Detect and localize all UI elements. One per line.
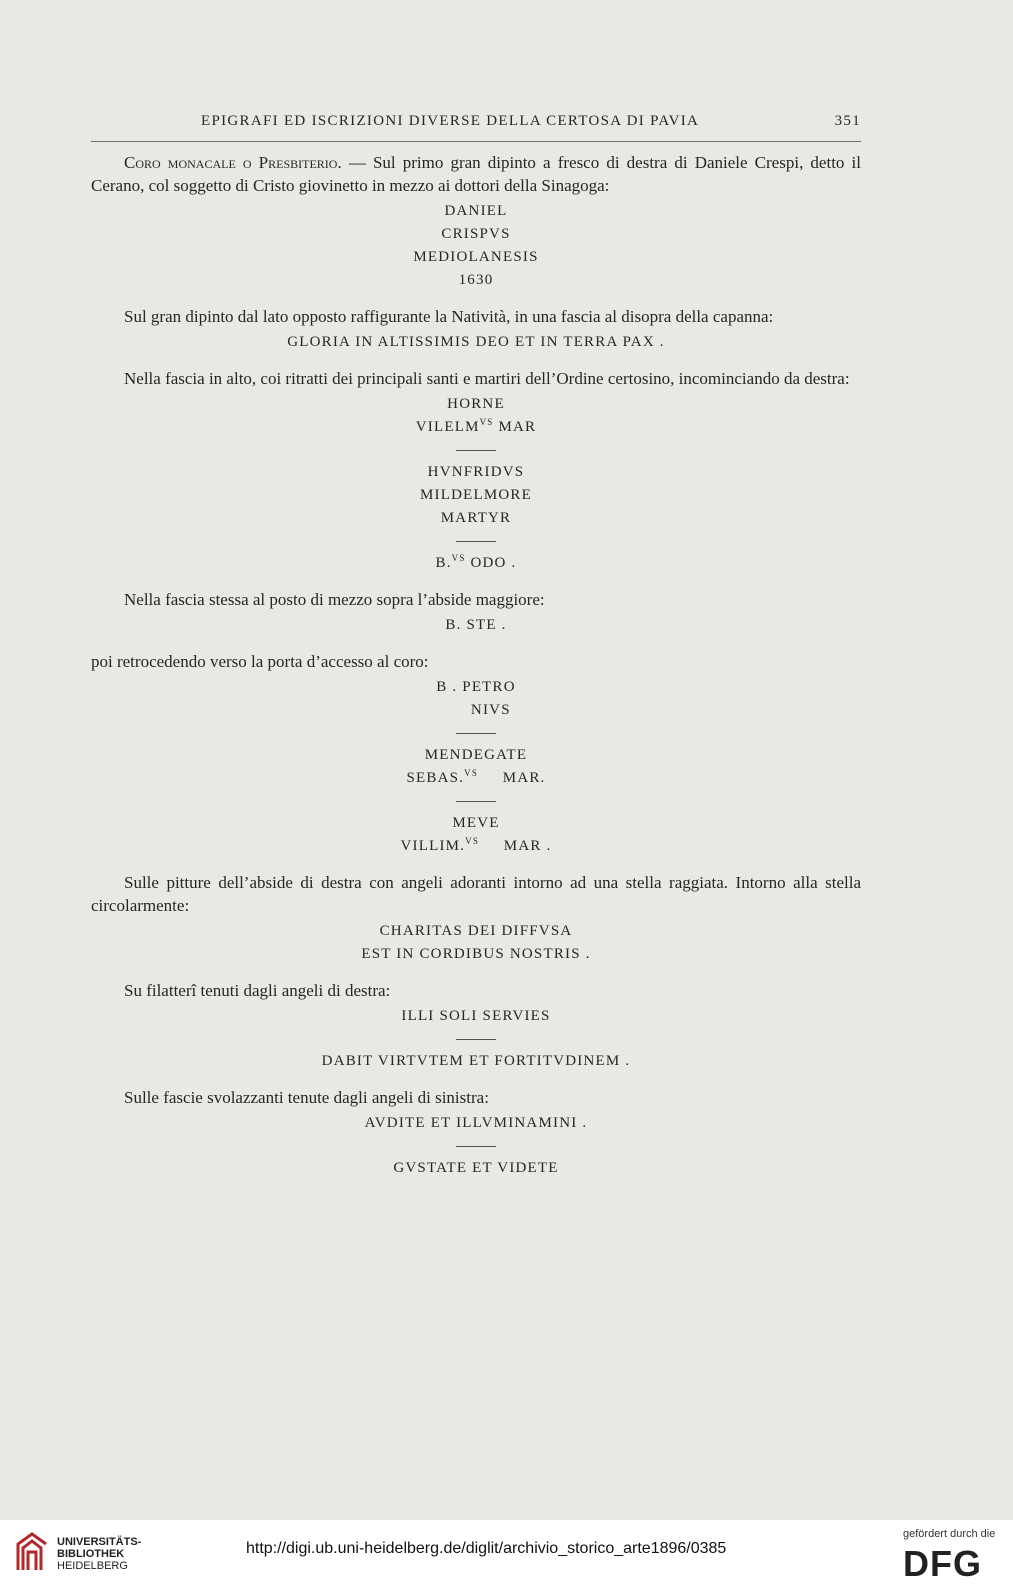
inscription-word: MAR.: [478, 770, 546, 786]
inscription-word: VILELM: [415, 419, 480, 435]
university-library-logo-icon: [14, 1530, 50, 1574]
inscription-line: NIVS: [441, 702, 511, 718]
library-name: [57, 1536, 141, 1572]
separator-rule: [456, 733, 496, 734]
superscript: VS: [479, 417, 494, 427]
paragraph-nativita: Sul gran dipinto dal lato opposto raffigurante la Natività, in una fascia al disopra della capanna:: [124, 307, 774, 326]
inscription-line: [91, 835, 861, 858]
inscription-line: DABIT VIRTVTEM ET FORTITVDINEM .: [321, 1053, 631, 1069]
inscription-audite: [91, 1112, 861, 1180]
inscription-line: CRISPVS: [441, 226, 511, 242]
library-line: BIBLIOTHEK: [57, 1548, 125, 1560]
inscription-date: 1630: [458, 272, 494, 288]
paragraph-fascie-sinistra: Sulle fascie svolazzanti tenute dagli angeli di sinistra:: [124, 1088, 489, 1107]
funding-note: gefördert durch die: [903, 1528, 996, 1540]
inscription-illi-soli: [91, 1005, 861, 1073]
inscription-line: [91, 416, 861, 439]
inscription-word: B.: [435, 555, 452, 571]
inscription-ste: [91, 614, 861, 637]
paragraph-filatteri: Su filatterî tenuti dagli angeli di destra:: [124, 981, 391, 1000]
page-number: 351: [834, 113, 861, 129]
paragraph-abside-maggiore: Nella fascia stessa al posto di mezzo sopra l’abside maggiore:: [124, 590, 545, 609]
inscription-line: GVSTATE ET VIDETE: [393, 1160, 559, 1176]
inscription-line: GLORIA IN ALTISSIMIS DEO ET IN TERRA PAX .: [287, 334, 665, 350]
inscription-line: MENDEGATE: [424, 747, 528, 763]
separator-rule: [456, 450, 496, 451]
paragraph-porta-coro: poi retrocedendo verso la porta d’accesso al coro:: [91, 652, 429, 671]
inscription-line: AVDITE ET ILLVMINAMINI .: [364, 1115, 588, 1131]
inscription-line: [91, 552, 861, 575]
separator-rule: [456, 1039, 496, 1040]
superscript: VS: [451, 553, 466, 563]
inscription-daniel-crispus: [91, 200, 861, 292]
inscription-line: MILDELMORE: [420, 487, 532, 503]
inscription-gloria: [91, 331, 861, 354]
inscription-word: MAR .: [479, 838, 552, 854]
inscription-line: B . PETRO: [436, 679, 516, 695]
dfg-logo: DFG: [903, 1543, 982, 1584]
paragraph-coro: [91, 151, 861, 197]
paragraph-fascia-alto: Nella fascia in alto, coi ritratti dei principali santi e martiri dell’Ordine certosino, incominciando da destra:: [124, 369, 850, 388]
inscription-line: DANIEL: [444, 203, 508, 219]
superscript: VS: [465, 836, 480, 846]
separator-rule: [456, 541, 496, 542]
running-header: [91, 113, 861, 133]
inscription-horne: [91, 393, 861, 575]
inscription-line: MARTYR: [440, 510, 512, 526]
inscription-line: ILLI SOLI SERVIES: [401, 1008, 551, 1024]
superscript: VS: [464, 768, 479, 778]
inscription-charitas: [91, 920, 861, 966]
running-title: EPIGRAFI ED ISCRIZIONI DIVERSE DELLA CERTOSA DI PAVIA: [201, 113, 700, 129]
inscription-petronius: [91, 676, 861, 858]
permalink-url[interactable]: http://digi.ub.uni-heidelberg.de/diglit/archivio_storico_arte1896/0385: [246, 1540, 727, 1557]
inscription-line: [91, 767, 861, 790]
inscription-word: VILLIM.: [400, 838, 466, 854]
section-heading: Coro monacale o Presbiterio.: [124, 153, 342, 172]
library-line: HEIDELBERG: [57, 1560, 128, 1572]
inscription-line: EST IN CORDIBUS NOSTRIS .: [361, 946, 591, 962]
header-rule: [91, 141, 861, 142]
inscription-line: B. STE .: [445, 617, 507, 633]
inscription-line: CHARITAS DEI DIFFVSA: [379, 923, 573, 939]
page-body: [91, 151, 861, 1180]
inscription-word: MAR: [493, 419, 537, 435]
separator-rule: [456, 801, 496, 802]
inscription-word: SEBAS.: [406, 770, 465, 786]
inscription-word: ODO .: [465, 555, 517, 571]
inscription-line: HVNFRIDVS: [427, 464, 525, 480]
separator-rule: [456, 1146, 496, 1147]
library-line: UNIVERSITÄTS-: [57, 1536, 142, 1548]
paragraph-abside-destra: Sulle pitture dell’abside di destra con angeli adoranti intorno ad una stella raggiata. Intorno alla stella circolarmente:: [91, 873, 861, 915]
paragraph-text: — Sul primo gran dipinto a fresco di destra di Daniele Crespi, detto il Cerano, col soggetto di Cristo giovinetto in mezzo ai dottori della Sinagoga:: [91, 153, 861, 195]
inscription-line: MEDIOLANESIS: [413, 249, 539, 265]
inscription-line: HORNE: [447, 396, 505, 412]
inscription-line: MEVE: [452, 815, 500, 831]
digitization-footer: [0, 1520, 1013, 1591]
